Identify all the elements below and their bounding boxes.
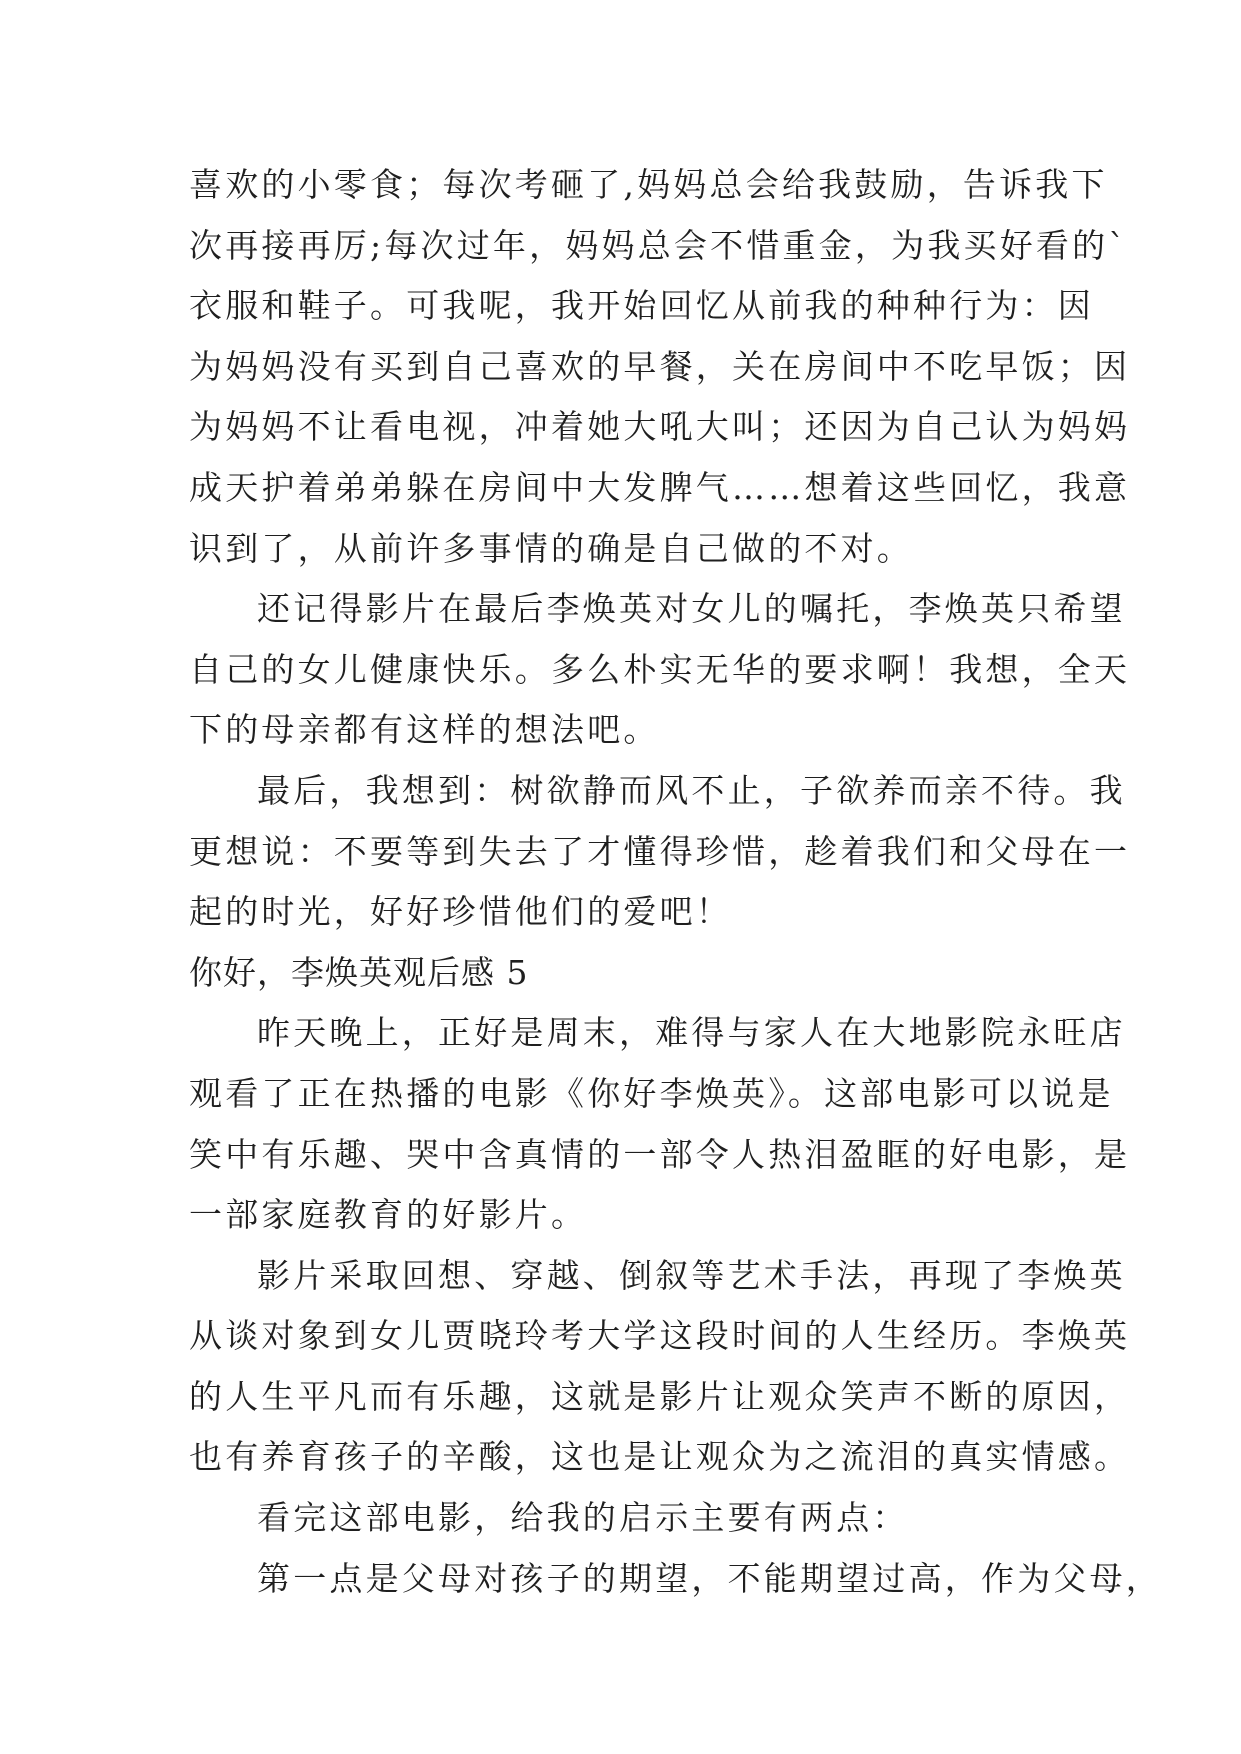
paragraph-start-line: 昨天晚上，正好是周末，难得与家人在大地影院永旺店: [257, 1013, 1126, 1053]
text-line: 喜欢的小零食；每次考砸了,妈妈总会给我鼓励，告诉我下: [189, 165, 1108, 204]
text-line: 次再接再厉;每次过年，妈妈总会不惜重金，为我买好看的`: [189, 225, 1129, 265]
text-line: 的人生平凡而有乐趣，这就是影片让观众笑声不断的原因，: [189, 1376, 1131, 1416]
text-line: 更想说：不要等到失去了才懂得珍惜，趁着我们和父母在一: [189, 831, 1131, 871]
paragraph-start-line: 还记得影片在最后李焕英对女儿的嘱托，李焕英只希望: [257, 589, 1126, 629]
text-line: 识到了，从前许多事情的确是自己做的不对。: [189, 528, 913, 568]
text-line: 观看了正在热播的电影《你好李焕英》。这部电影可以说是: [189, 1073, 1114, 1113]
text-line: 下的母亲都有这样的想法吧。: [189, 710, 660, 750]
text-line: 成天护着弟弟躲在房间中大发脾气……想着这些回忆，我意: [189, 467, 1131, 507]
text-line: 一部家庭教育的好影片。: [189, 1195, 588, 1235]
text-line: 衣服和鞋子。可我呢，我开始回忆从前我的种种行为：因: [189, 286, 1094, 326]
paragraph-start-line: 影片采取回想、穿越、倒叙等艺术手法，再现了李焕英: [257, 1255, 1126, 1295]
section-heading: 你好，李焕英观后感 5: [189, 952, 529, 992]
text-line: 也有养育孩子的辛酸，这也是让观众为之流泪的真实情感。: [189, 1437, 1131, 1477]
text-line: 起的时光，好好珍惜他们的爱吧！: [189, 892, 732, 932]
paragraph-start-line: 最后，我想到：树欲静而风不止，子欲养而亲不待。我: [257, 770, 1126, 810]
document-body: [189, 155, 1162, 1609]
text-line: 笑中有乐趣、哭中含真情的一部令人热泪盈眶的好电影，是: [189, 1134, 1131, 1174]
text-line: 为妈妈不让看电视，冲着她大吼大叫；还因为自己认为妈妈: [189, 407, 1131, 447]
text-line: 为妈妈没有买到自己喜欢的早餐，关在房间中不吃早饭；因: [189, 346, 1131, 386]
text-line: 从谈对象到女儿贾晓玲考大学这段时间的人生经历。李焕英: [189, 1316, 1131, 1356]
paragraph-start-line: 看完这部电影，给我的启示主要有两点：: [257, 1498, 909, 1538]
text-line: 自己的女儿健康快乐。多么朴实无华的要求啊！我想，全天: [189, 649, 1131, 689]
paragraph-start-line: 第一点是父母对孩子的期望，不能期望过高，作为父母，: [257, 1558, 1162, 1598]
